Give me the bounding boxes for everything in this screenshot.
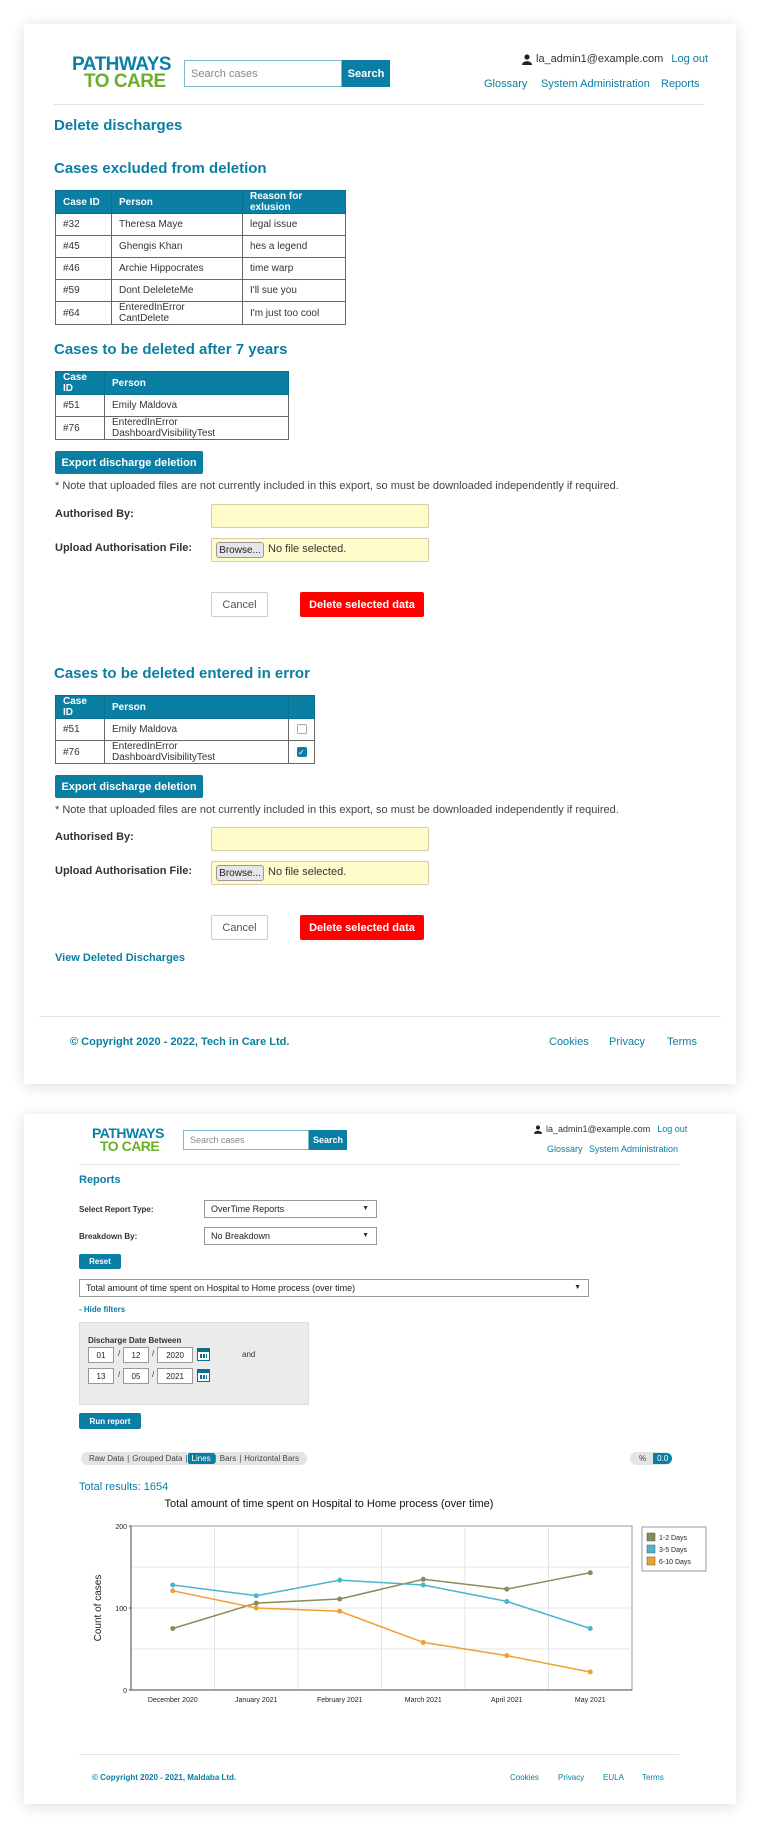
case-id: #51 <box>56 395 105 417</box>
chart-legend <box>642 1527 706 1571</box>
run-report-button[interactable]: Run report <box>79 1413 141 1429</box>
footer-divider <box>39 1016 721 1017</box>
legend-label: 1-2 Days <box>659 1535 688 1542</box>
legend-swatch <box>647 1557 655 1565</box>
data-point <box>254 1601 259 1606</box>
view-grouped-data[interactable]: Grouped Data <box>132 1454 183 1463</box>
inerror-title: Cases to be deleted entered in error <box>54 665 310 682</box>
authorised-label: Authorised By: <box>55 831 134 843</box>
table-row <box>56 236 346 258</box>
person: EnteredInError DashboardVisibilityTest <box>105 417 289 440</box>
data-point <box>254 1606 259 1611</box>
footer-privacy[interactable]: Privacy <box>609 1036 646 1048</box>
x-tick-label: April 2021 <box>490 1697 523 1704</box>
to-year-input[interactable]: 2021 <box>157 1368 193 1384</box>
person: Emily Maldova <box>105 719 289 741</box>
date-separator: / <box>118 1370 121 1379</box>
from-day-input[interactable]: 01 <box>88 1347 114 1363</box>
table-row <box>56 417 289 440</box>
person: Dont DeleleteMe <box>112 280 243 302</box>
date-separator: / <box>152 1370 155 1379</box>
export-button-after7[interactable]: Export discharge deletion <box>55 451 203 474</box>
footer-copyright: © Copyright 2020 - 2021, Maldaba Ltd. <box>92 1773 237 1782</box>
y-tick-label: 200 <box>115 1524 127 1531</box>
footer-cookies[interactable]: Cookies <box>510 1773 539 1782</box>
cancel-button[interactable]: Cancel <box>211 915 268 940</box>
search-button[interactable]: Search <box>342 60 390 87</box>
col-reason: Reason for exlusion <box>243 191 346 214</box>
filter-panel <box>79 1322 309 1405</box>
user-icon <box>534 1125 542 1134</box>
search-input[interactable]: Search cases <box>183 1130 309 1150</box>
x-tick-label: December 2020 <box>147 1697 198 1704</box>
chevron-down-icon: ▼ <box>574 1284 581 1291</box>
reason: hes a legend <box>243 236 346 258</box>
data-point <box>337 1578 342 1583</box>
data-point <box>170 1583 175 1588</box>
table-row <box>56 741 315 764</box>
row-checkbox[interactable] <box>297 724 307 734</box>
authorised-field[interactable] <box>211 827 429 851</box>
nav-glossary[interactable]: Glossary <box>547 1144 583 1154</box>
inerror-table <box>55 695 315 764</box>
from-year-input[interactable]: 2020 <box>157 1347 193 1363</box>
user-icon <box>522 54 532 65</box>
report-value: Total amount of time spent on Hospital to Home process (over time) <box>86 1283 356 1293</box>
header-divider <box>79 1164 679 1165</box>
delete-selected-button[interactable]: Delete selected data <box>300 592 424 617</box>
excluded-title: Cases excluded from deletion <box>54 160 267 177</box>
report-type-value: OverTime Reports <box>211 1204 285 1214</box>
data-point <box>504 1653 509 1658</box>
case-id: #51 <box>56 719 105 741</box>
case-id: #64 <box>56 302 112 325</box>
legend-label: 6-10 Days <box>659 1559 691 1566</box>
line-chart <box>62 1514 722 1714</box>
reports-page <box>24 1114 736 1804</box>
person: Emily Maldova <box>105 395 289 417</box>
no-file-text: No file selected. <box>268 543 347 555</box>
col-case-id: Case ID <box>56 696 105 719</box>
person: Theresa Maye <box>112 214 243 236</box>
table-row <box>56 214 346 236</box>
chevron-down-icon: ▼ <box>362 1232 369 1239</box>
date-separator: / <box>152 1349 155 1358</box>
user-email: la_admin1@example.com <box>546 1124 651 1134</box>
cancel-button[interactable]: Cancel <box>211 592 268 617</box>
col-case-id: Case ID <box>56 372 105 395</box>
authorised-label: Authorised By: <box>55 508 134 520</box>
nav-system-administration[interactable]: System Administration <box>541 78 650 90</box>
toggle-value: 0.0 <box>653 1453 672 1464</box>
table-row <box>56 280 346 302</box>
date-separator: / <box>118 1349 121 1358</box>
reason: I'll sue you <box>243 280 346 302</box>
browse-button[interactable]: Browse... <box>216 865 264 881</box>
logo-line2: TO CARE <box>100 1138 160 1154</box>
page-title: Reports <box>79 1174 121 1186</box>
data-point <box>421 1577 426 1582</box>
total-results: Total results: 1654 <box>79 1481 169 1493</box>
case-id: #76 <box>56 741 105 764</box>
data-point <box>170 1588 175 1593</box>
footer-copyright: © Copyright 2020 - 2022, Tech in Care Ltd. <box>70 1036 290 1048</box>
logo-line2: TO CARE <box>84 71 166 92</box>
export-note: * Note that uploaded files are not currently included in this export, so must be downloaded independently if required. <box>55 480 619 492</box>
case-id: #59 <box>56 280 112 302</box>
upload-label: Upload Authorisation File: <box>55 865 193 877</box>
page-title: Delete discharges <box>54 117 183 134</box>
percent-label: % <box>639 1454 647 1463</box>
filter-label: Discharge Date Between <box>88 1336 182 1345</box>
after7-title: Cases to be deleted after 7 years <box>54 341 288 358</box>
calendar-icon[interactable] <box>197 1348 210 1361</box>
footer-divider <box>79 1754 679 1755</box>
col-person: Person <box>112 191 243 214</box>
table-row <box>56 719 315 741</box>
delete-selected-button[interactable]: Delete selected data <box>300 915 424 940</box>
x-tick-label: February 2021 <box>316 1697 363 1704</box>
nav-glossary[interactable]: Glossary <box>484 78 528 90</box>
y-tick-label: 100 <box>115 1606 127 1613</box>
col-person: Person <box>105 696 289 719</box>
legend-label: 3-5 Days <box>659 1547 688 1554</box>
chevron-down-icon: ▼ <box>362 1205 369 1212</box>
view-lines[interactable]: Lines <box>188 1453 215 1464</box>
case-id: #76 <box>56 417 105 440</box>
footer-eula[interactable]: EULA <box>603 1773 624 1782</box>
case-id: #32 <box>56 214 112 236</box>
logout-link[interactable]: Log out <box>671 53 709 65</box>
data-point <box>588 1570 593 1575</box>
to-day-input[interactable]: 13 <box>88 1368 114 1384</box>
report-select[interactable] <box>79 1279 589 1297</box>
upload-label: Upload Authorisation File: <box>55 542 193 554</box>
logo-line1: PATHWAYS <box>92 1125 164 1141</box>
authorised-field[interactable] <box>211 504 429 528</box>
x-tick-label: March 2021 <box>404 1697 442 1704</box>
data-point <box>337 1609 342 1614</box>
header-divider <box>54 104 704 105</box>
person: Archie Hippocrates <box>112 258 243 280</box>
reason: I'm just too cool <box>243 302 346 325</box>
footer-terms[interactable]: Terms <box>642 1773 664 1782</box>
delete-discharges-page <box>24 24 736 1084</box>
logo[interactable] <box>92 1127 164 1153</box>
case-id: #45 <box>56 236 112 258</box>
legend-swatch <box>647 1545 655 1553</box>
data-point <box>254 1593 259 1598</box>
view-bars[interactable]: Bars <box>219 1454 237 1463</box>
logo-line1: PATHWAYS <box>72 54 172 75</box>
no-file-text: No file selected. <box>268 866 347 878</box>
y-tick-label: 0 <box>123 1688 127 1695</box>
breakdown-label: Breakdown By: <box>79 1232 138 1241</box>
export-note: * Note that uploaded files are not currently included in this export, so must be downloaded independently if required. <box>55 804 619 816</box>
data-point <box>421 1583 426 1588</box>
logo[interactable] <box>72 56 171 90</box>
user-email: la_admin1@example.com <box>536 53 664 65</box>
data-point <box>170 1626 175 1631</box>
breakdown-select[interactable] <box>204 1227 377 1245</box>
person: EnteredInError DashboardVisibilityTest <box>105 741 289 764</box>
data-point <box>504 1587 509 1592</box>
report-type-label: Select Report Type: <box>79 1205 154 1214</box>
person: Ghengis Khan <box>112 236 243 258</box>
x-tick-label: January 2021 <box>235 1697 278 1704</box>
data-point <box>337 1596 342 1601</box>
table-row <box>56 395 289 417</box>
footer-terms[interactable]: Terms <box>667 1036 697 1048</box>
data-point <box>588 1626 593 1631</box>
chart-title: Total amount of time spent on Hospital to Home process (over time) <box>164 1498 494 1510</box>
browse-button[interactable]: Browse... <box>216 542 264 558</box>
col-select <box>289 696 315 719</box>
view-deleted-link[interactable]: View Deleted Discharges <box>55 952 186 964</box>
calendar-icon[interactable] <box>197 1369 210 1382</box>
to-month-input[interactable]: 05 <box>123 1368 149 1384</box>
export-button-inerror[interactable]: Export discharge deletion <box>55 775 203 798</box>
table-row <box>56 258 346 280</box>
after7-table <box>55 371 289 440</box>
nav-system-administration[interactable]: System Administration <box>589 1144 679 1154</box>
footer-privacy[interactable]: Privacy <box>558 1773 585 1782</box>
view-horizontal-bars[interactable]: Horizontal Bars <box>244 1454 299 1463</box>
report-type-select[interactable] <box>204 1200 377 1218</box>
table-row <box>56 302 346 325</box>
excluded-table <box>55 190 346 325</box>
reason: time warp <box>243 258 346 280</box>
data-point <box>588 1669 593 1674</box>
x-tick-label: May 2021 <box>574 1697 606 1704</box>
person: EnteredInError CantDelete <box>112 302 243 325</box>
col-person: Person <box>105 372 289 395</box>
data-point <box>421 1640 426 1645</box>
row-checkbox-checked[interactable]: ✓ <box>298 747 305 757</box>
data-point <box>504 1599 509 1604</box>
col-case-id: Case ID <box>56 191 112 214</box>
from-month-input[interactable]: 12 <box>123 1347 149 1363</box>
case-id: #46 <box>56 258 112 280</box>
user-info <box>534 1124 687 1134</box>
hide-filters-link[interactable]: - Hide filters <box>79 1305 126 1314</box>
view-switcher: Raw Data | Grouped Data | Lines | Bars | Horizontal Bars <box>81 1452 307 1465</box>
user-info <box>522 53 708 65</box>
logout-link[interactable]: Log out <box>657 1124 688 1134</box>
legend-swatch <box>647 1533 655 1541</box>
reason: legal issue <box>243 214 346 236</box>
footer-cookies[interactable]: Cookies <box>549 1036 589 1048</box>
view-raw-data[interactable]: Raw Data <box>89 1454 125 1463</box>
search-button[interactable]: Search <box>309 1130 347 1150</box>
y-axis-label: Count of cases <box>93 1574 104 1642</box>
breakdown-value: No Breakdown <box>211 1231 271 1241</box>
nav-reports[interactable]: Reports <box>661 78 700 90</box>
percent-toggle[interactable] <box>630 1452 672 1465</box>
and-label: and <box>242 1350 256 1359</box>
search-input[interactable]: Search cases <box>184 60 342 87</box>
reset-button[interactable]: Reset <box>79 1254 121 1269</box>
